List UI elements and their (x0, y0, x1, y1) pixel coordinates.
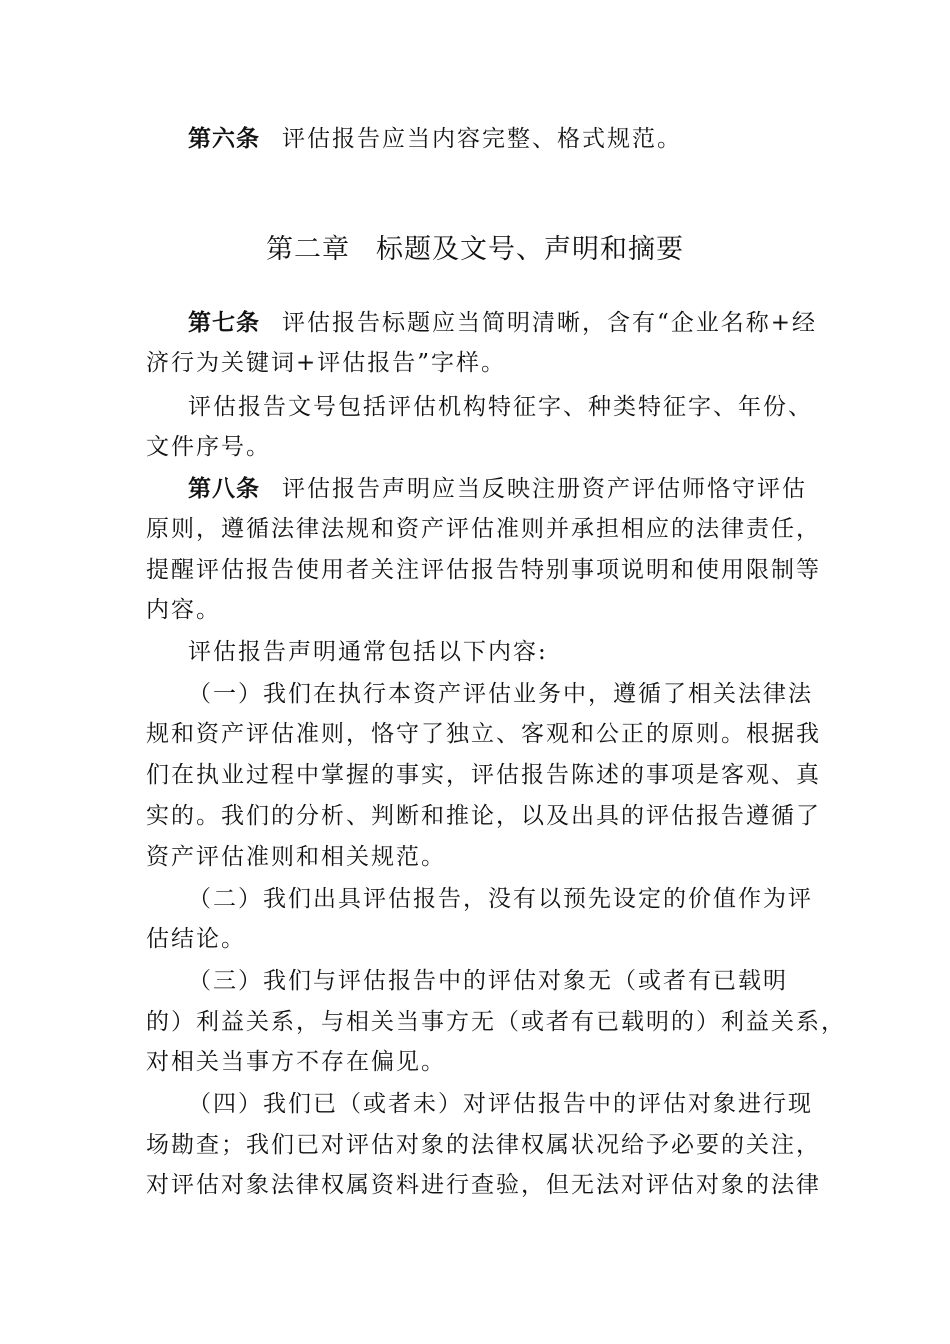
text-line: 评估报告标题应当简明清晰，含有“企业名称+经 (282, 310, 818, 336)
article-label: 第八条 (188, 476, 260, 502)
text-line: 估结论。 (146, 926, 246, 952)
text-line: 对相关当事方不存在偏见。 (146, 1049, 446, 1075)
text-line: 们在执业过程中掌握的事实，评估报告陈述的事项是客观、真 (146, 762, 821, 788)
text-line: 资产评估准则和相关规范。 (146, 844, 446, 870)
article-label: 第六条 (188, 126, 260, 152)
text-line: 对评估对象法律权属资料进行查验，但无法对评估对象的法律 (146, 1172, 821, 1198)
article-text: 评估报告应当内容完整、格式规范。 (282, 126, 682, 152)
text-line: 场勘查；我们已对评估对象的法律权属状况给予必要的关注， (146, 1132, 821, 1158)
text-line: 济行为关键词+评估报告”字样。 (146, 350, 507, 376)
text-line: 评估报告文号包括评估机构特征字、种类特征字、年份、 (188, 394, 813, 420)
article-6 (188, 124, 682, 154)
text-line: 原则，遵循法律法规和资产评估准则并承担相应的法律责任， (146, 516, 821, 542)
text-line: （二）我们出具评估报告，没有以预先设定的价值作为评 (188, 886, 813, 912)
text-line: 规和资产评估准则，恪守了独立、客观和公正的原则。根据我 (146, 721, 821, 747)
text-line: 实的。我们的分析、判断和推论，以及出具的评估报告遵循了 (146, 803, 821, 829)
text-line: 的）利益关系，与相关当事方无（或者有已载明的）利益关系， (146, 1009, 846, 1035)
chapter-number: 第二章 (266, 234, 350, 265)
text-line: 内容。 (146, 597, 221, 623)
text-line: （三）我们与评估报告中的评估对象无（或者有已载明 (188, 968, 788, 994)
text-line: （一）我们在执行本资产评估业务中，遵循了相关法律法 (188, 681, 813, 707)
chapter-title: 标题及文号、声明和摘要 (376, 234, 684, 265)
text-line: （四）我们已（或者未）对评估报告中的评估对象进行现 (188, 1091, 813, 1117)
text-line: 评估报告声明应当反映注册资产评估师恪守评估 (282, 476, 807, 502)
chapter-heading (0, 232, 950, 268)
article-7 (188, 308, 817, 338)
text-line: 提醒评估报告使用者关注评估报告特别事项说明和使用限制等 (146, 557, 821, 583)
article-label: 第七条 (188, 310, 260, 336)
article-8 (188, 474, 807, 504)
text-line: 文件序号。 (146, 434, 271, 460)
text-line: 评估报告声明通常包括以下内容: (188, 639, 548, 665)
